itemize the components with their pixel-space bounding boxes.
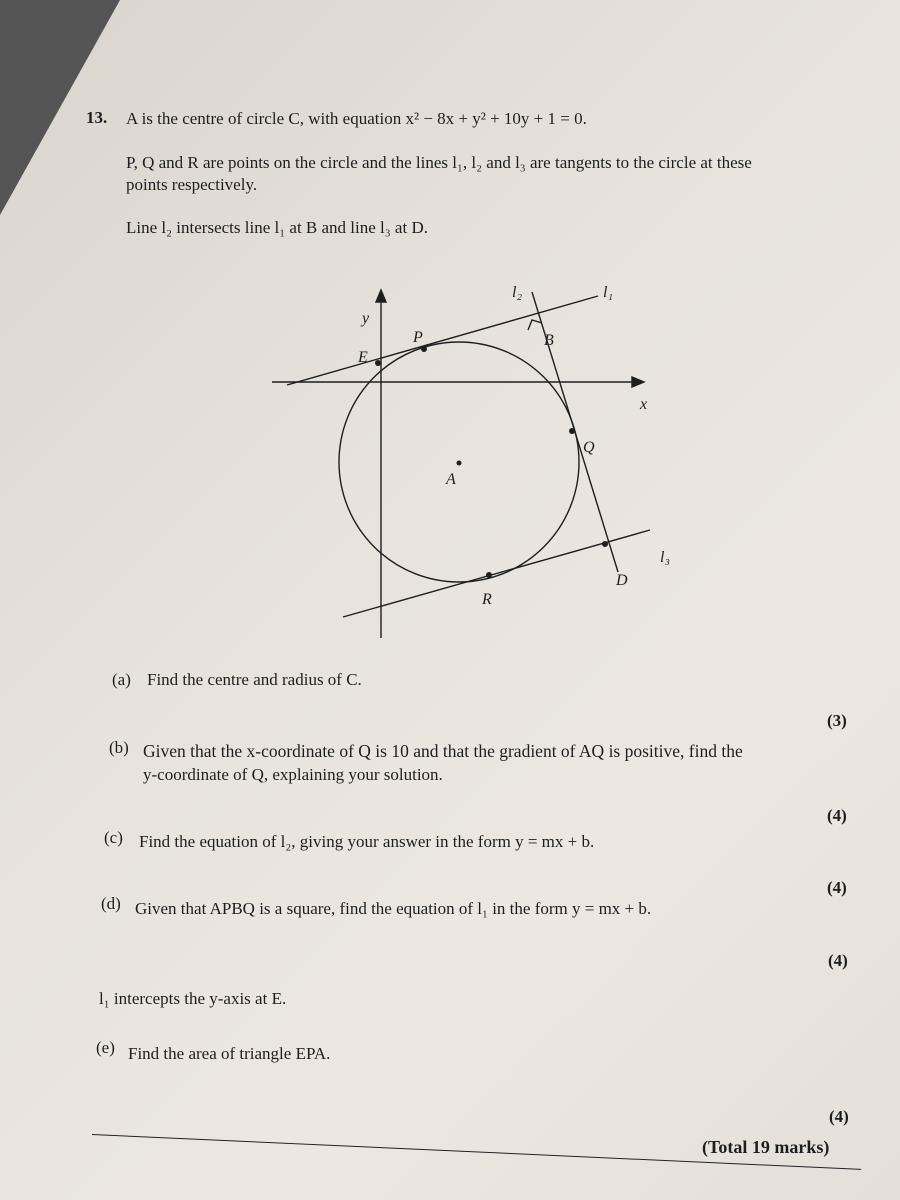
- question-line-4: Line l₂ intersects line l₁ at B and line l₃ at D.: [126, 218, 428, 237]
- part-c-text: Find the equation of l₂, giving your answer in the form y = mx + b.: [139, 832, 595, 851]
- part-b-line-1: Given that the x-coordinate of Q is 10 and that the gradient of AQ is positive, find the: [143, 741, 743, 761]
- question-intro: A is the centre of circle C, with equation x² − 8x + y² + 10y + 1 = 0.: [126, 109, 587, 128]
- part-c-marks: (4): [827, 878, 847, 897]
- part-e-intro: l₁ intercepts the y-axis at E.: [99, 989, 287, 1008]
- point-d: [602, 541, 608, 547]
- part-d-label: (d): [101, 894, 121, 913]
- label-r: R: [482, 591, 492, 608]
- part-d-marks: (4): [828, 951, 848, 970]
- label-d: D: [616, 572, 628, 589]
- label-b: B: [544, 332, 554, 349]
- point-p: [421, 346, 427, 352]
- part-c-label: (c): [104, 828, 123, 847]
- label-y-axis: y: [362, 310, 370, 327]
- label-a: A: [446, 471, 456, 488]
- x-axis-arrow: [632, 377, 644, 387]
- right-angle-marker: [528, 320, 542, 330]
- label-l1: l₁: [603, 284, 614, 301]
- point-q: [569, 428, 575, 434]
- total-marks: (Total 19 marks): [702, 1137, 830, 1157]
- label-p: P: [413, 329, 423, 346]
- point-r: [486, 572, 492, 578]
- part-e-label: (e): [96, 1038, 115, 1057]
- part-b-marks: (4): [827, 806, 847, 825]
- label-x-axis: x: [640, 396, 648, 413]
- part-d-text: Given that APBQ is a square, find the equation of l₁ in the form y = mx + b.: [135, 899, 652, 918]
- part-e-marks: (4): [829, 1107, 849, 1126]
- y-axis-arrow: [376, 290, 386, 302]
- point-e: [375, 360, 381, 366]
- label-q: Q: [583, 439, 595, 456]
- label-l2: l₂: [512, 284, 523, 301]
- part-e-text: Find the area of triangle EPA.: [128, 1044, 331, 1063]
- point-a: [457, 461, 462, 466]
- question-number: 13.: [86, 108, 108, 127]
- part-b-line-2: y-coordinate of Q, explaining your solution.: [143, 765, 443, 784]
- part-a-marks: (3): [827, 711, 847, 730]
- label-l3: l₃: [660, 549, 671, 566]
- question-line-3: points respectively.: [126, 175, 258, 194]
- label-e: E: [358, 349, 368, 366]
- part-b-label: (b): [109, 738, 129, 757]
- question-line-2: P, Q and R are points on the circle and the lines l₁, l₂ and l₃ are tangents to the circle at these: [126, 153, 752, 172]
- part-a-text: Find the centre and radius of C.: [147, 670, 362, 689]
- part-a-label: (a): [112, 670, 131, 689]
